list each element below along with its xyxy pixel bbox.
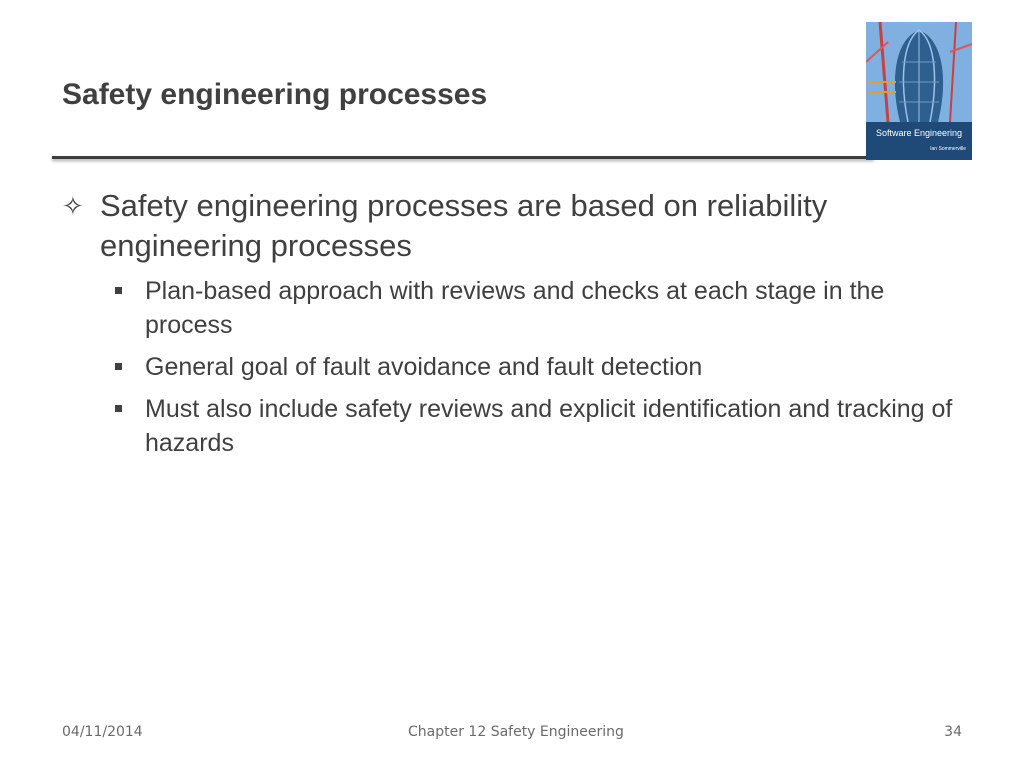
book-cover-author: Ian Sommerville — [930, 146, 966, 152]
sub-bullet-item — [62, 274, 962, 342]
footer-page-number: 34 — [944, 724, 962, 740]
sub-bullet-text: Plan-based approach with reviews and checks at each stage in the process — [145, 277, 885, 339]
sub-bullet-item — [62, 350, 962, 384]
gherkin-building-illustration — [866, 22, 972, 160]
sub-bullet-text: Must also include safety reviews and explicit identification and tracking of hazards — [145, 395, 953, 457]
square-bullet-icon — [115, 287, 122, 294]
title-divider — [52, 156, 874, 159]
slide-title: Safety engineering processes — [62, 78, 488, 111]
book-cover-image — [866, 22, 972, 160]
bullet-text: Safety engineering processes are based on reliability engineering processes — [100, 188, 828, 263]
book-cover-title: Software Engineering — [875, 128, 963, 138]
footer-date: 04/11/2014 — [62, 724, 143, 740]
square-bullet-icon — [115, 363, 122, 370]
sub-bullet-item — [62, 392, 962, 460]
square-bullet-icon — [115, 405, 122, 412]
four-point-star-bullet-icon: ✧ — [62, 191, 84, 221]
slide-body — [62, 186, 962, 468]
bullet-level-1 — [62, 186, 962, 266]
sub-bullet-list — [62, 274, 962, 460]
sub-bullet-text: General goal of fault avoidance and fault detection — [145, 353, 703, 381]
footer-chapter-title: Chapter 12 Safety Engineering — [408, 724, 624, 740]
